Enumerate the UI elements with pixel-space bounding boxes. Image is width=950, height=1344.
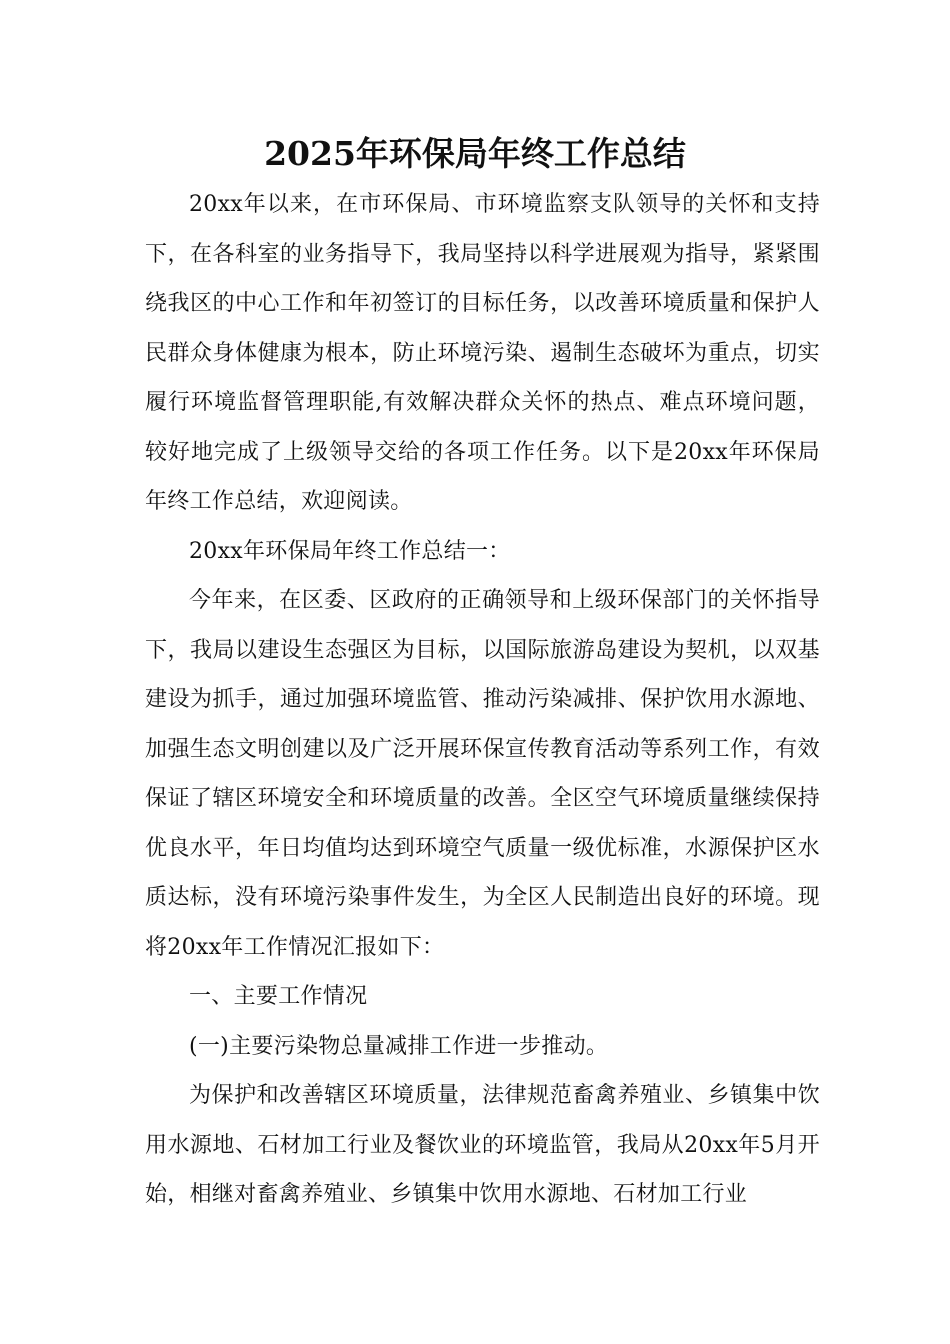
document-body [145, 180, 820, 1220]
paragraph-detail: 为保护和改善辖区环境质量，法律规范畜禽养殖业、乡镇集中饮用水源地、石材加工行业及餐饮业的环境监管，我局从20xx年5月开始，相继对畜禽养殖业、乡镇集中饮用水源地、石材加工行业 [145, 1083, 820, 1207]
paragraph-heading-main-work: 一、主要工作情况 [189, 984, 368, 1009]
document-title: 2025年环保局年终工作总结 [264, 134, 686, 173]
paragraph-intro: 20xx年以来，在市环保局、市环境监察支队领导的关怀和支持下，在各科室的业务指导下，我局坚持以科学进展观为指导，紧紧围绕我区的中心工作和年初签订的目标任务，以改善环境质量和保护人民群众身体健康为根本，防止环境污染、遏制生态破坏为重点，切实履行环境监督管理职能,有效解决群众关怀的热点、难点环境问题，较好地完成了上级领导交给的各项工作任务。以下是20xx年环保局年终工作总结，欢迎阅读。 [145, 192, 820, 514]
paragraph-subheading-1: (一)主要污染物总量减排工作进一步推动。 [189, 1033, 609, 1059]
paragraph-section-heading: 20xx年环保局年终工作总结一： [189, 538, 511, 564]
paragraph-overview: 今年来，在区委、区政府的正确领导和上级环保部门的关怀指导下，我局以建设生态强区为目标，以国际旅游岛建设为契机，以双基建设为抓手，通过加强环境监管、推动污染减排、保护饮用水源地、加强生态文明创建以及广泛开展环保宣传教育活动等系列工作，有效保证了辖区环境安全和环境质量的改善。全区空气环境质量继续保持优良水平，年日均值均达到环境空气质量一级优标准，水源保护区水质达标，没有环境污染事件发生，为全区人民制造出良好的环境。现将20xx年工作情况汇报如下： [145, 588, 820, 960]
